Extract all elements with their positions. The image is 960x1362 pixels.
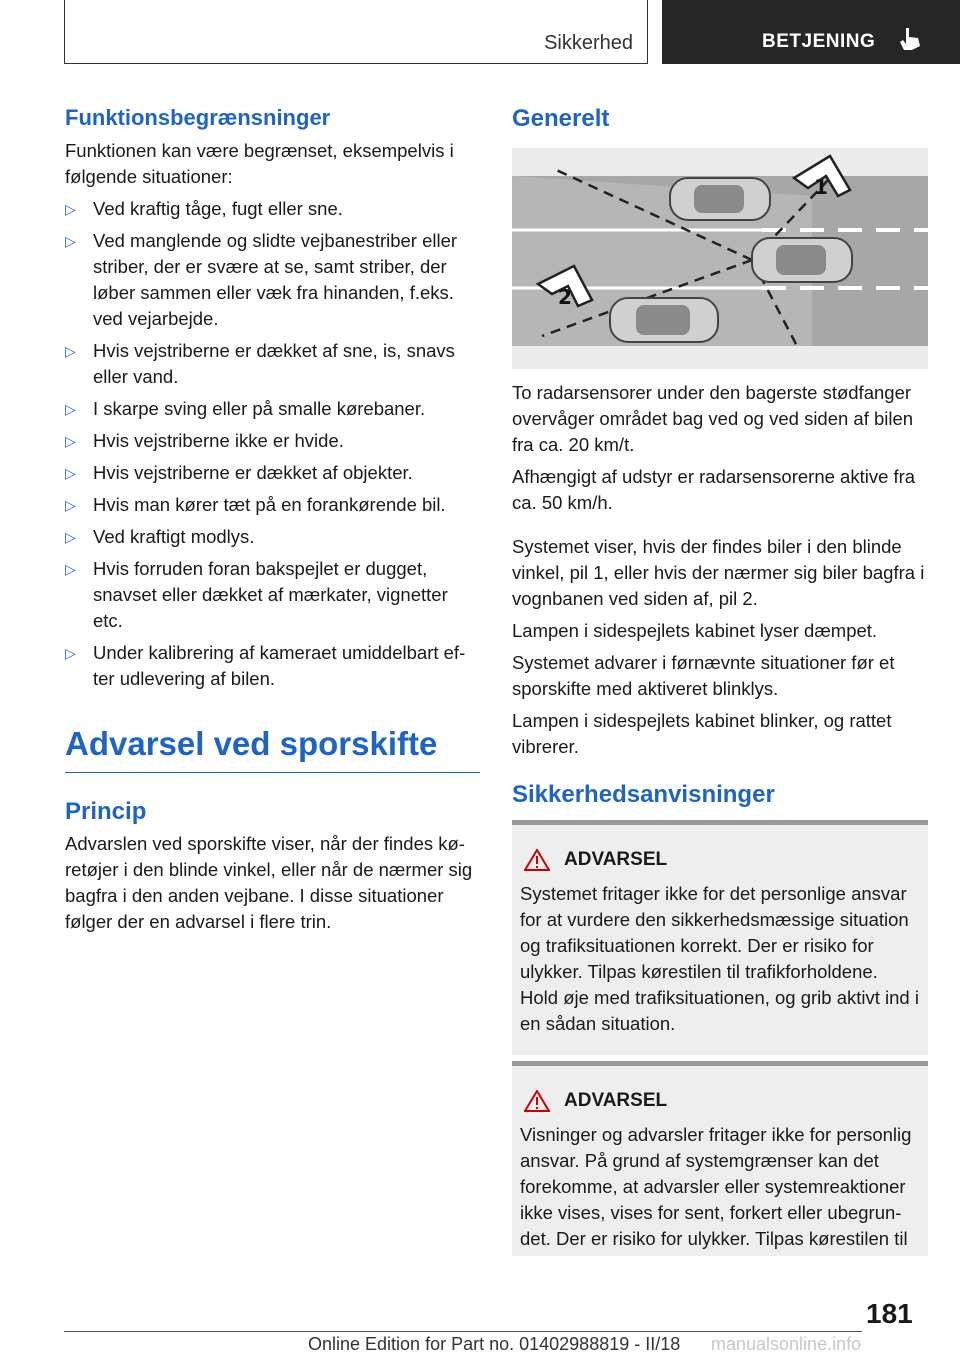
chapter-tab[interactable] <box>662 0 960 64</box>
list-item: ▷ Under kalibrering af kameraet umiddelbart ef-ter udlevering af bilen. <box>65 642 466 689</box>
triangle-bullet-icon: ▷ <box>65 465 76 481</box>
page-number: 181 <box>866 1298 913 1329</box>
blind-spot-figure <box>512 148 928 369</box>
limits-list <box>65 196 480 692</box>
watermark-text: manualsonline.info <box>711 1334 862 1354</box>
general-heading-block <box>512 104 928 134</box>
triangle-bullet-icon: ▷ <box>65 433 76 449</box>
footer-divider <box>64 1331 862 1332</box>
warning-triangle-icon <box>524 849 550 871</box>
general-text <box>512 380 928 810</box>
list-item: ▷ I skarpe sving eller på smalle kørebaner. <box>65 396 480 422</box>
header-section-box <box>64 0 648 64</box>
triangle-bullet-icon: ▷ <box>65 233 76 249</box>
list-item: ▷ Hvis vejstriberne er dækket af sne, is, snavs eller vand. <box>65 340 455 387</box>
warning-text: Systemet fritager ikke for det personlige ansvar for at vurdere den sikkerhedsmæssige situation og trafiksituationen korrekt. Der er risiko for ulykker. Tilpas kørestilen til trafikforholdene. Hold øje med trafiksituationen, og grib aktivt ind i en sådan situation. <box>520 883 919 1034</box>
principle-heading: Princip <box>65 798 147 825</box>
paragraph: Systemet viser, hvis der findes biler i den blinde vinkel, pil 1, eller hvis der nærmer sig biler bagfra i vognbanen ved siden af, pil 2. <box>512 536 925 609</box>
svg-text:2: 2 <box>558 285 572 309</box>
warning-box-2 <box>512 1061 928 1256</box>
warning-title: ADVARSEL <box>520 847 920 873</box>
paragraph: Afhængigt af udstyr er radarsensorerne aktive fra ca. 50 km/h. <box>512 466 916 513</box>
triangle-bullet-icon: ▷ <box>65 497 76 513</box>
limits-heading: Funktionsbegrænsninger <box>65 105 331 130</box>
triangle-bullet-icon: ▷ <box>65 401 76 417</box>
principle-text: Advarslen ved sporskifte viser, når der findes kø-retøjer i den blinde vinkel, eller når de nærmer sig bagfra i den anden vejbane. I disse situationer følger der en advarsel i flere trin. <box>65 833 473 932</box>
triangle-bullet-icon: ▷ <box>65 561 76 577</box>
svg-text:1: 1 <box>814 175 828 199</box>
list-item: ▷ Hvis vejstriberne ikke er hvide. <box>65 428 480 454</box>
left-column <box>65 104 480 698</box>
list-item: ▷ Ved manglende og slidte vejbanestriber eller striber, der er svære at se, samt striber, der løber sammen eller væk fra hinanden, f.eks. ved vejarbejde. <box>65 230 458 329</box>
list-item: ▷ Hvis forruden foran bakspejlet er dugget, snavset eller dækket af mærkater, vignetter etc. <box>65 558 448 631</box>
triangle-bullet-icon: ▷ <box>65 529 76 545</box>
limits-intro: Funktionen kan være begrænset, eksempelvis i følgende situationer: <box>65 140 454 187</box>
chapter-tab-label: BETJENING <box>762 31 876 52</box>
warning-text: Visninger og advarsler fritager ikke for personlig ansvar. På grund af systemgrænser kan det forekomme, at advarsler eller systemreaktioner ikke vises, vises for sent, forkert eller ubegrun-det. Der er risiko for ulykker. Tilpas kørestilen til <box>520 1124 912 1249</box>
warning-title: ADVARSEL <box>520 1088 920 1114</box>
warning-triangle-icon <box>524 1090 550 1112</box>
list-item: ▷ Hvis vejstriberne er dækket af objekter. <box>65 460 480 486</box>
paragraph: To radarsensorer under den bagerste stødfanger overvåger området bag ved og ved siden af bilen fra ca. 20 km/t. <box>512 382 914 455</box>
car-center-ego <box>752 238 852 282</box>
hand-pointer-icon <box>898 26 922 57</box>
list-item: ▷ Hvis man kører tæt på en forankørende bil. <box>65 492 480 518</box>
warning-box-1 <box>512 820 928 1055</box>
list-item: ▷ Ved kraftig tåge, fugt eller sne. <box>65 196 480 222</box>
lane-change-section <box>65 724 480 941</box>
paragraph: Lampen i sidespejlets kabinet blinker, og rattet vibrerer. <box>512 710 892 757</box>
safety-heading: Sikkerhedsanvisninger <box>512 781 775 808</box>
triangle-bullet-icon: ▷ <box>65 343 76 359</box>
list-item: ▷ Ved kraftigt modlys. <box>65 524 480 550</box>
edition-text: Online Edition for Part no. 01402988819 - II/18 <box>308 1334 681 1354</box>
paragraph: Systemet advarer i førnævnte situationer før et sporskifte med aktiveret blinklys. <box>512 652 895 699</box>
car-top-right <box>670 178 770 220</box>
main-heading: Advarsel ved sporskifte <box>65 724 480 773</box>
car-bottom-left <box>610 298 718 342</box>
paragraph: Lampen i sidespejlets kabinet lyser dæmpet. <box>512 620 878 641</box>
triangle-bullet-icon: ▷ <box>65 645 76 661</box>
section-title: Sikkerhed <box>544 32 633 54</box>
general-heading: Generelt <box>512 105 610 132</box>
triangle-bullet-icon: ▷ <box>65 201 76 217</box>
